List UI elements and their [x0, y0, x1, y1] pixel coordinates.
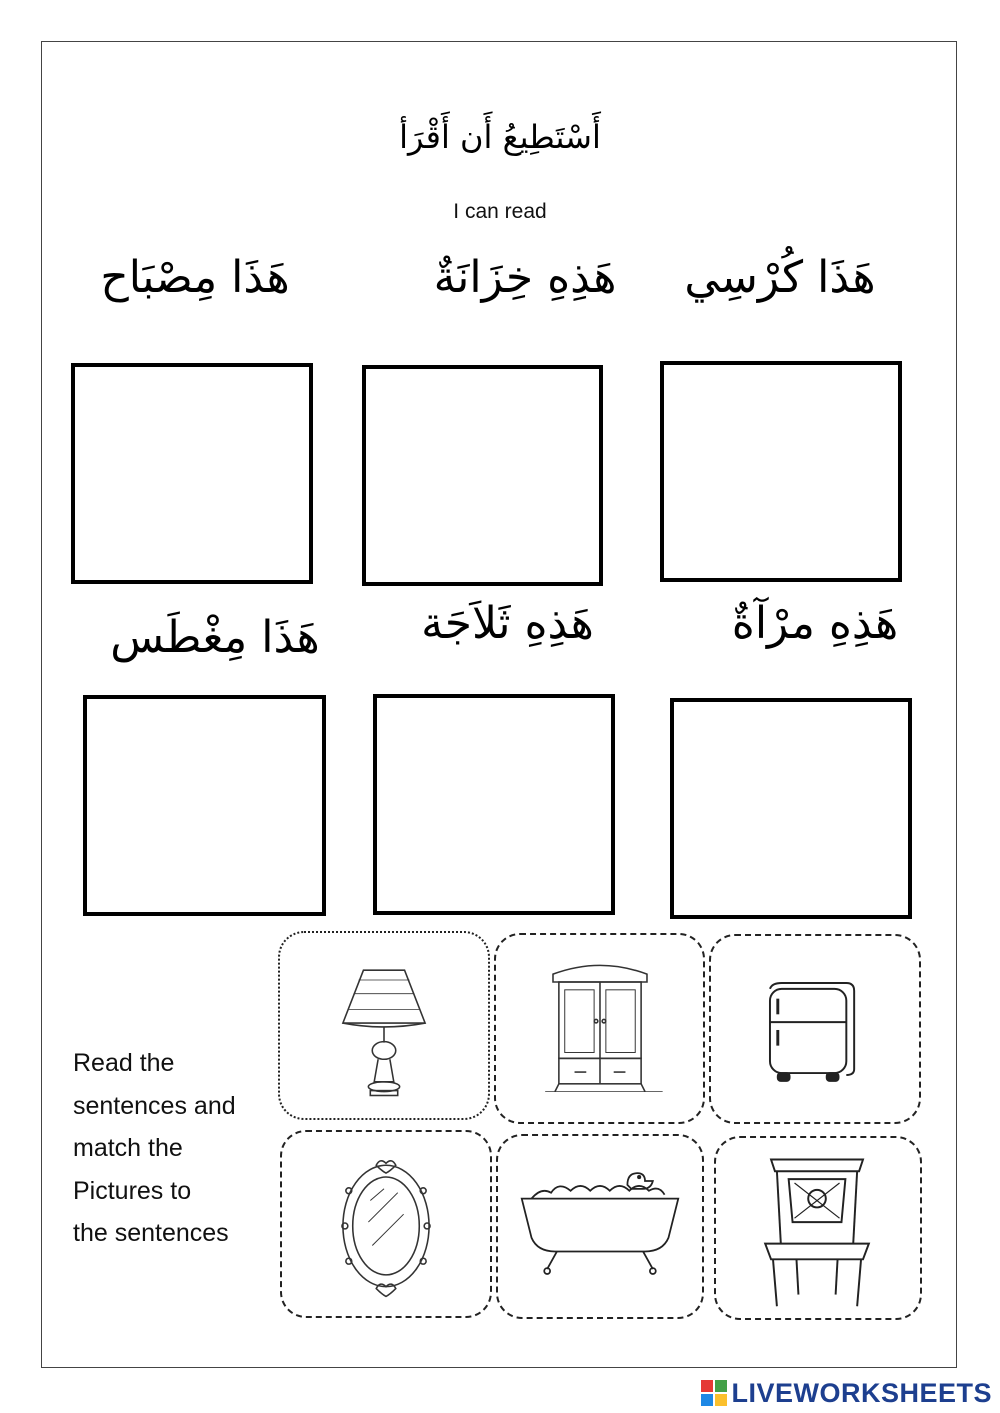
- answer-box-bathtub[interactable]: [83, 695, 326, 916]
- chair-icon: [716, 1138, 920, 1318]
- answer-box-wardrobe[interactable]: [362, 365, 603, 586]
- answer-box-mirror[interactable]: [670, 698, 912, 919]
- brand-footer: [701, 1376, 992, 1410]
- wardrobe-icon: [496, 935, 703, 1122]
- mirror-icon: [282, 1132, 490, 1316]
- instructions-text: Read the sentences and match the Pictures to the sentences: [73, 1049, 236, 1247]
- sentence-fridge: هَذِهِ ثَلاَجَة: [421, 598, 594, 649]
- picture-card-mirror[interactable]: [280, 1130, 492, 1318]
- fridge-icon: [711, 936, 919, 1122]
- liveworksheets-logo-icon: [701, 1380, 727, 1406]
- sentence-bathtub: هَذَا مِغْطَس: [110, 612, 320, 663]
- picture-card-lamp[interactable]: [278, 931, 490, 1120]
- sentence-mirror: هَذِهِ مرْآةٌ: [731, 598, 899, 649]
- worksheet-subtitle: I can read: [453, 200, 547, 223]
- worksheet-title: أَسْتَطِيعُ أَن أَقْرَأ: [399, 118, 601, 156]
- lamp-icon: [280, 933, 488, 1118]
- bathtub-icon: [498, 1136, 702, 1317]
- answer-box-lamp[interactable]: [71, 363, 313, 584]
- picture-card-bathtub[interactable]: [496, 1134, 704, 1319]
- picture-card-chair[interactable]: [714, 1136, 922, 1320]
- sentence-wardrobe: هَذِهِ خِزَانَةٌ: [433, 252, 617, 303]
- picture-card-fridge[interactable]: [709, 934, 921, 1124]
- picture-card-wardrobe[interactable]: [494, 933, 705, 1124]
- brand-name: LIVEWORKSHEETS: [731, 1377, 992, 1408]
- answer-box-fridge[interactable]: [373, 694, 615, 915]
- sentence-lamp: هَذَا مِصْبَاح: [100, 252, 290, 303]
- answer-box-chair[interactable]: [660, 361, 902, 582]
- sentence-chair: هَذَا كُرْسِي: [684, 252, 876, 303]
